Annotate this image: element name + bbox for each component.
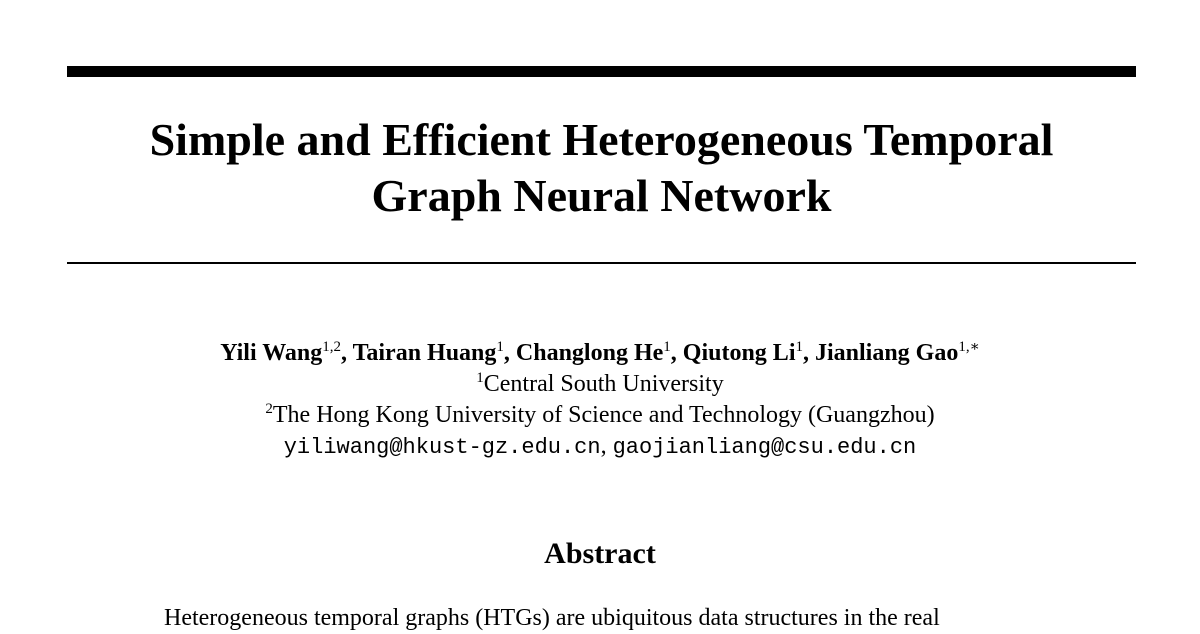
abstract-text: Heterogeneous temporal graphs (HTGs) are ubiquitous data structures in the real [164, 605, 940, 631]
abstract-heading: Abstract [544, 537, 656, 570]
author-affiliation-mark: 1,2 [322, 339, 341, 355]
affiliation-1 [0, 369, 1200, 400]
title-line-2: Graph Neural Network [371, 170, 832, 221]
author-name: Tairan Huang [352, 340, 497, 366]
author-affiliation-mark: 1 [795, 339, 803, 355]
author-name: Yili Wang [220, 340, 323, 366]
title-rule [67, 262, 1136, 264]
author-name: Changlong He [515, 340, 664, 366]
top-rule [67, 66, 1136, 77]
email-address: gaojianliang@csu.edu.cn [612, 435, 917, 460]
affiliation-text: Central South University [483, 371, 724, 397]
affiliation-2 [0, 400, 1200, 431]
author-affiliation-mark: 1 [663, 339, 671, 355]
author-name: Qiutong Li [682, 340, 796, 366]
email-separator: , [600, 433, 613, 459]
affiliation-mark: 1 [476, 370, 484, 386]
paper-title [67, 112, 1136, 224]
title-line-1: Simple and Efficient Heterogeneous Temporal [149, 114, 1054, 165]
author-list: Yili Wang$^{1,2}$, Tairan Huang$^1$, Changlong He$^1$, Qiutong Li$^1$, Jianliang Gao$^{1,∗}$ [220, 339, 980, 366]
affiliation-text: The Hong Kong University of Science and Technology (Guangzhou) [272, 402, 935, 428]
author-affiliation-mark: 1,∗ [958, 339, 980, 355]
author-block [0, 338, 1200, 463]
email-line [0, 431, 1200, 463]
email-address: yiliwang@hkust-gz.edu.cn [283, 435, 601, 460]
author-name: Jianliang Gao [814, 340, 959, 366]
affiliation-mark: 2 [265, 401, 273, 417]
author-affiliation-mark: 1 [496, 339, 504, 355]
